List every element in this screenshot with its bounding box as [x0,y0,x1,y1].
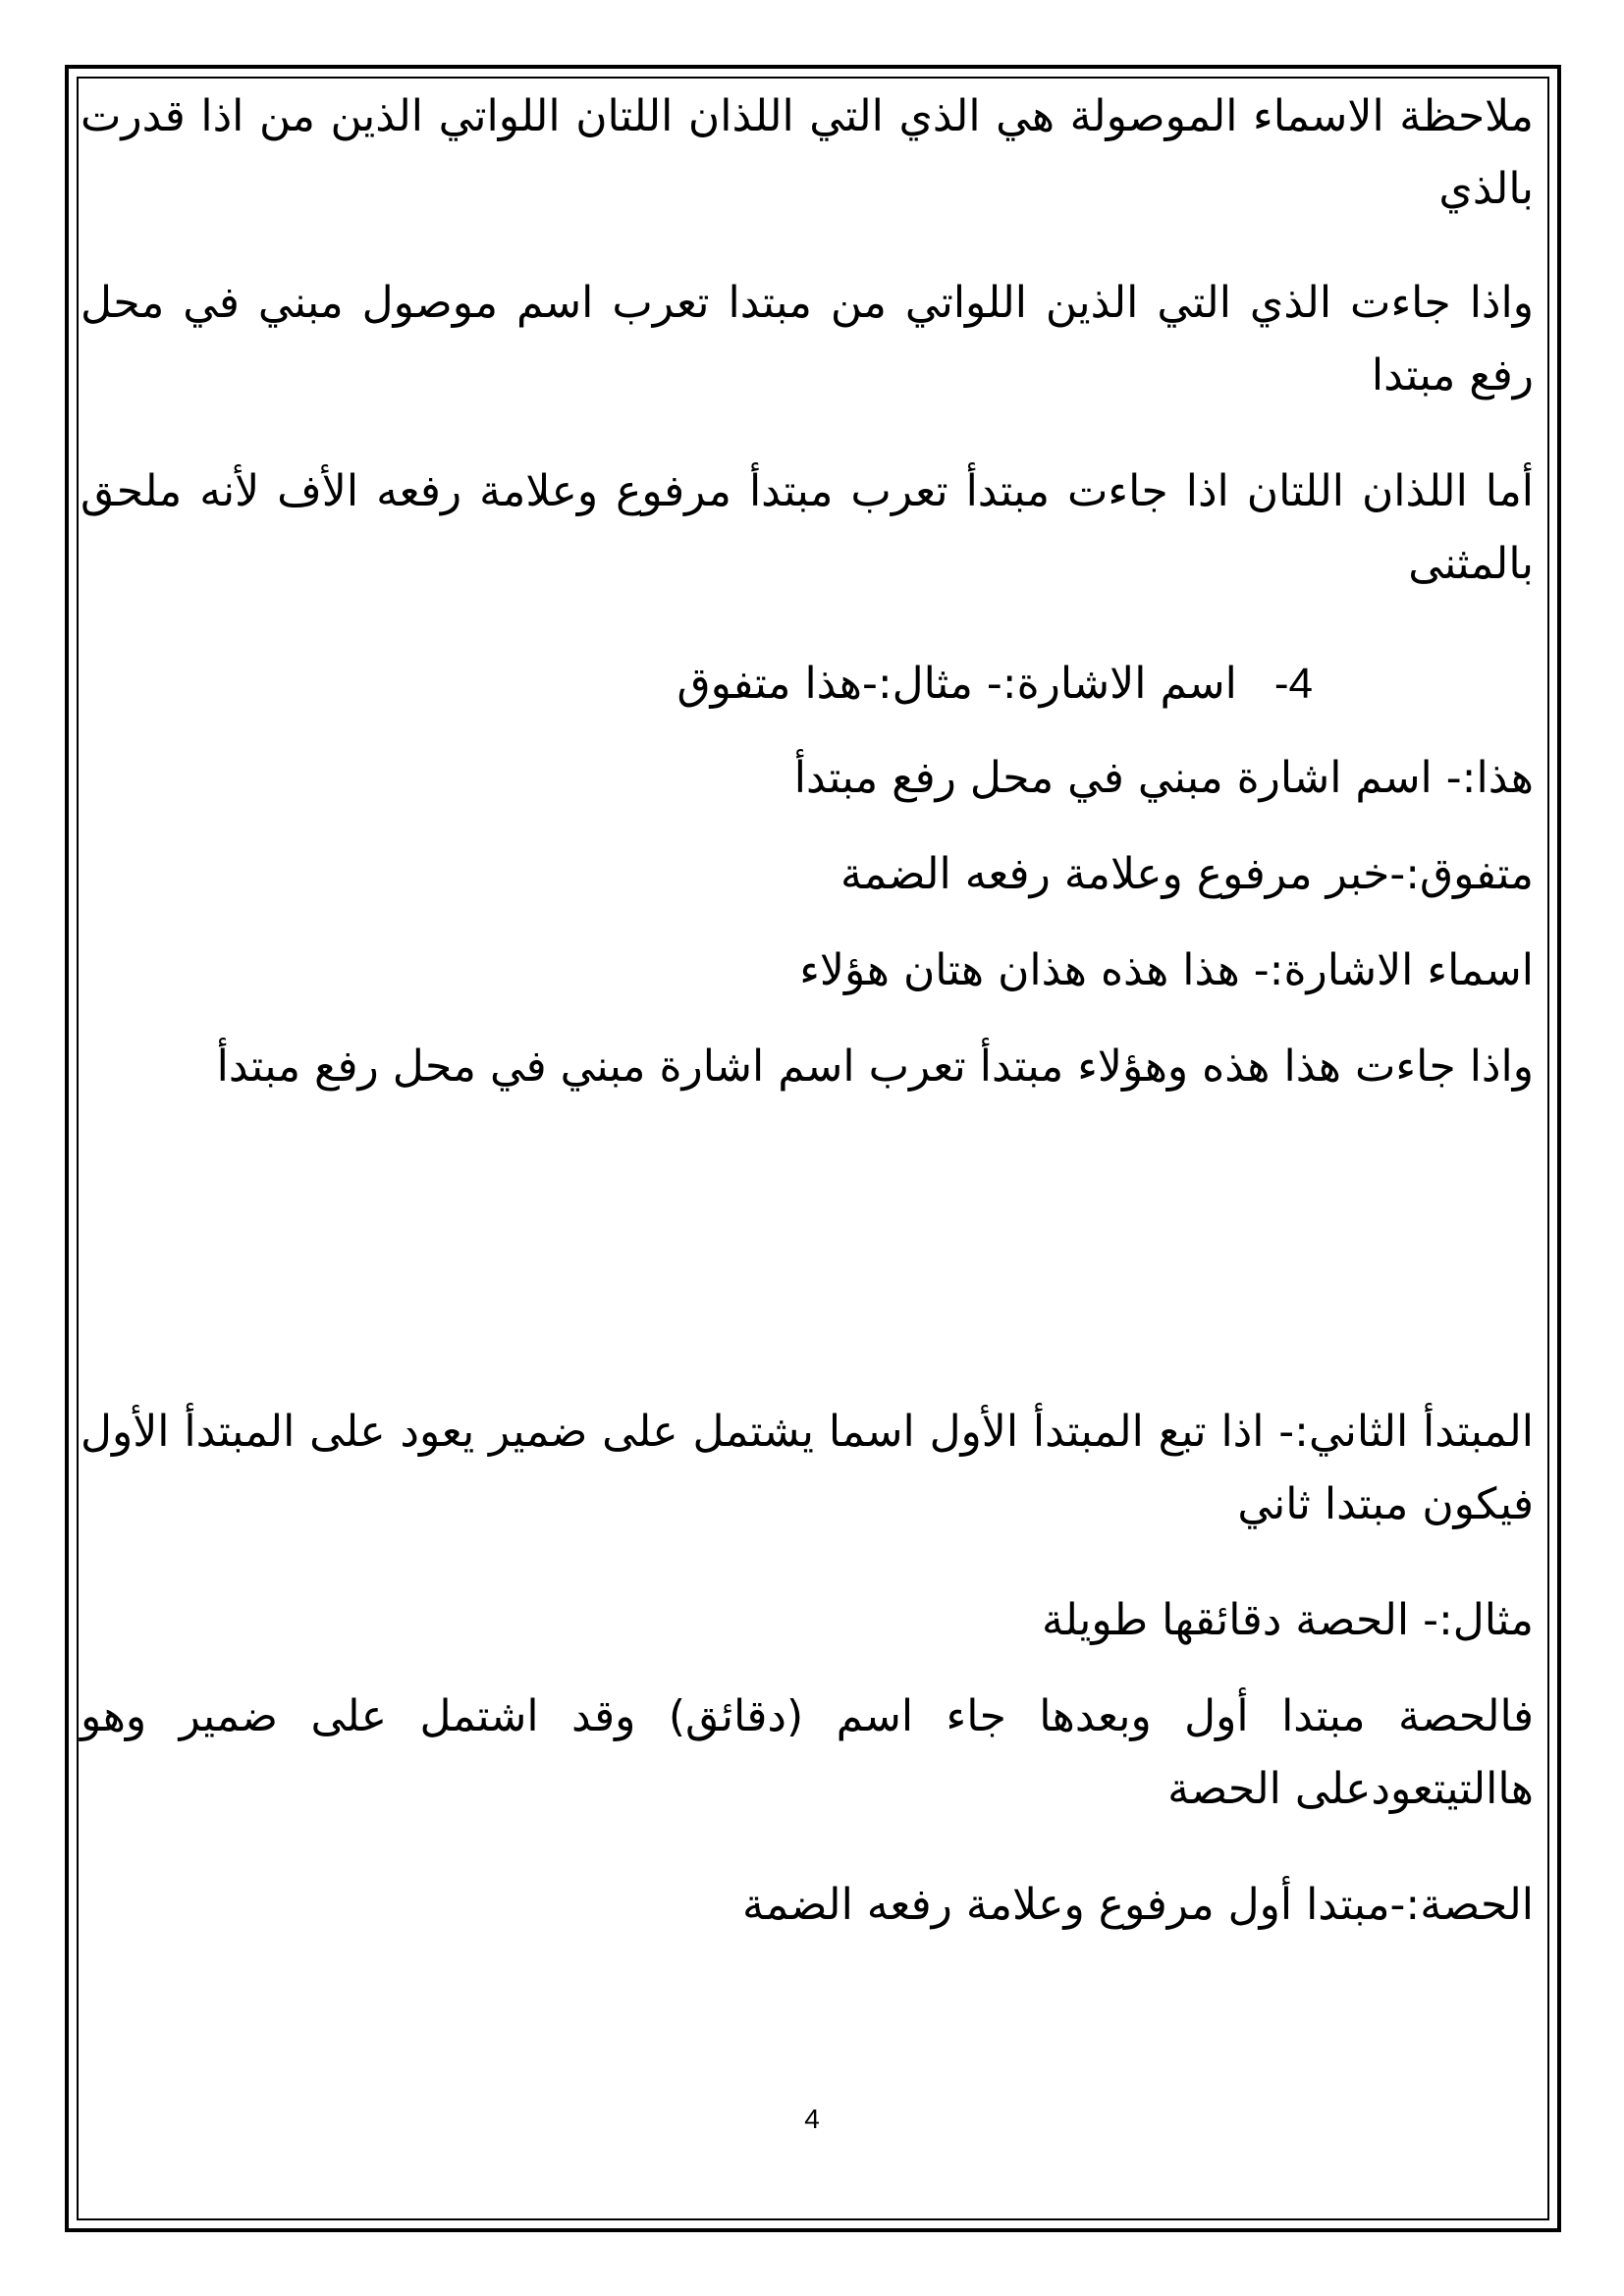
line-second-subject-example: مثال:- الحصة دقائقها طويلة [1041,1595,1534,1645]
paragraph-example-explanation: فالحصة مبتدا أول وبعدها جاء اسم (دقائق) وقد اشتمل على ضمير وهو هاالتيتعودعلى الحصة [81,1691,1534,1814]
line-demonstratives-list: اسماء الاشارة:- هذا هذه هذان هتان هؤلاء [799,945,1534,995]
line-hatha-parsing: هذا:- اسم اشارة مبني في محل رفع مبتدأ [793,753,1534,803]
paragraph-relative-as-subject: واذا جاءت الذي التي الذين اللواتي من مبتدا تعرب اسم موصول مبني في محل رفع مبتدا [81,278,1534,400]
line-mutafawiq-parsing: متفوق:-خبر مرفوع وعلامة رفعه الضمة [839,849,1534,899]
numbered-item-demonstrative [81,648,1534,721]
paragraph-dual-relatives: أما اللذان اللتان اذا جاءت مبتدأ تعرب مبتدأ مرفوع وعلامة رفعه الأف لأنه ملحق بالمثنى [81,466,1534,589]
paragraph-second-subject-definition: المبتدأ الثاني:- اذا تبع المبتدأ الأول اسما يشتمل على ضمير يعود على المبتدأ الأول فيكون مبتدا ثاني [81,1407,1534,1529]
item-text: اسم الاشارة:- مثال:-هذا متفوق [677,659,1237,709]
item-number: 4- [1273,660,1313,708]
line-hissa-parsing: الحصة:-مبتدا أول مرفوع وعلامة رفعه الضمة [742,1880,1534,1930]
page-number: 4 [804,2104,820,2134]
paragraph-relative-pronouns-note: ملاحظة الاسماء الموصولة هي الذي التي اللذان اللتان اللواتي الذين من اذا قدرت بالذي [81,91,1534,214]
paragraph-demonstrative-as-subject: واذا جاءت هذا هذه وهؤلاء مبتدأ تعرب اسم اشارة مبني في محل رفع مبتدأ [216,1041,1534,1092]
